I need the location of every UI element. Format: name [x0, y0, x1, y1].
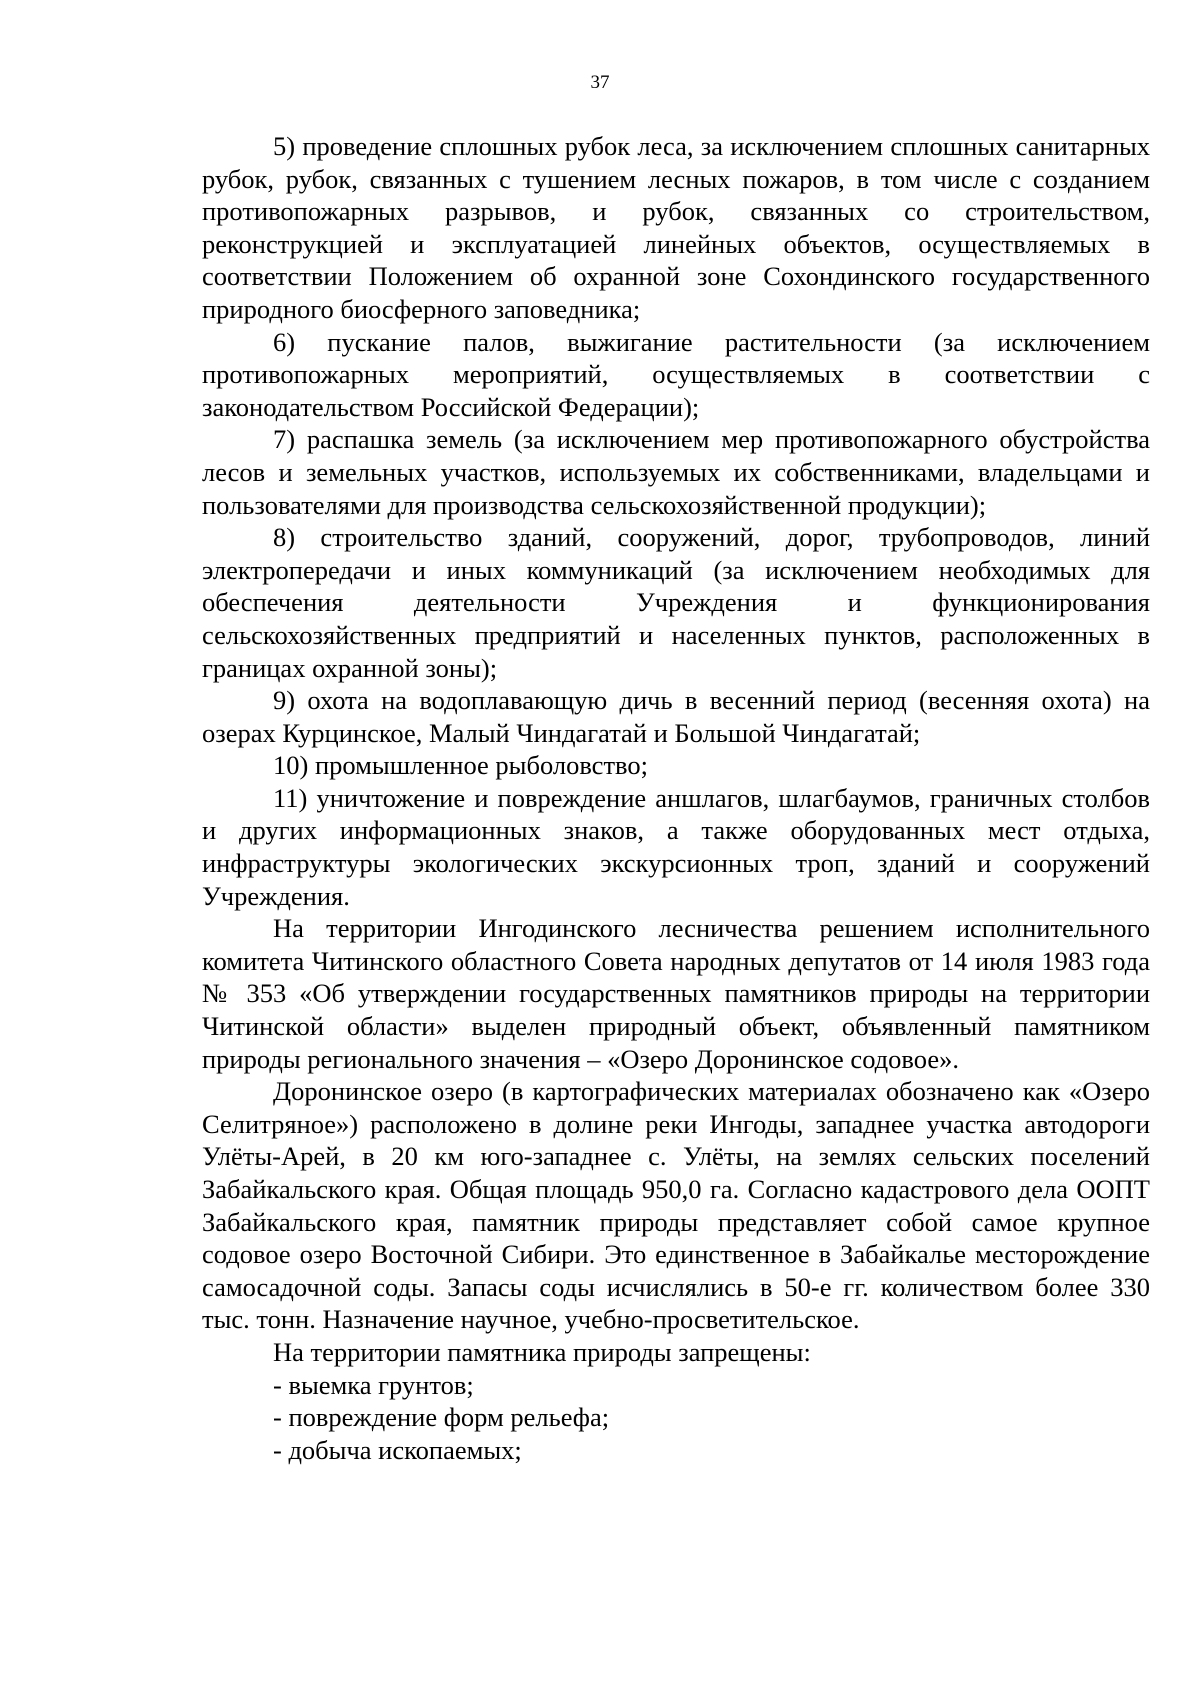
prohibited-list-item: - повреждение форм рельефа;	[273, 1402, 610, 1433]
paragraph-item-6: 6) пускание палов, выжигание растительности (за исключением противопожарных мероприятий, осуществляемых в соответствии с законодательством Российской Федерации);	[202, 326, 1150, 422]
paragraph-prohibitions-intro: На территории памятника природы запрещены:	[273, 1336, 811, 1367]
paragraph-item-11: 11) уничтожение и повреждение аншлагов, шлагбаумов, граничных столбов и других информационных знаков, а также оборудованных мест отдыха, инфраструктуры экологических экскурсионных троп, зданий и сооружений Учреждения.	[202, 782, 1150, 911]
paragraph-item-7: 7) распашка земель (за исключением мер противопожарного обустройства лесов и земельных участков, используемых их собственниками, владельцами и пользователями для производства сельскохозяйственной продукции);	[202, 424, 1150, 520]
paragraph-item-8: 8) строительство зданий, сооружений, дорог, трубопроводов, линий электропередачи и иных коммуникаций (за исключением необходимых для обеспечения деятельности Учреждения и функционирования сельскохозяйственных предприятий и населенных пунктов, расположенных в границах охранной зоны);	[202, 522, 1150, 683]
paragraph-natural-monument: На территории Ингодинского лесничества решением исполнительного комитета Читинского областного Совета народных депутатов от 14 июля 1983 года № 353 «Об утверждении государственных памятников природы на территории Читинской области» выделен природный объект, объявленный памятником природы регионального значения – «Озеро Доронинское содовое».	[202, 913, 1150, 1074]
paragraph-item-10: 10) промышленное рыболовство;	[273, 750, 648, 781]
document-body	[202, 130, 1150, 1466]
paragraph-item-5: 5) проведение сплошных рубок леса, за исключением сплошных санитарных рубок, рубок, связанных с тушением лесных пожаров, в том числе с созданием противопожарных разрывов, и рубок, связанных со строительством, реконструкцией и эксплуатацией линейных объектов, осуществляемых в соответствии Положением об охранной зоне Сохондинского государственного природного биосферного заповедника;	[202, 131, 1150, 324]
paragraph-doroninskoe-lake: Доронинское озеро (в картографических материалах обозначено как «Озеро Селитряное») расположено в долине реки Ингоды, западнее участка автодороги Улёты-Арей, в 20 км юго-западнее с. Улёты, на землях сельских поселений Забайкальского края. Общая площадь 950,0 га. Согласно кадастрового дела ООПТ Забайкальского края, памятник природы представляет собой самое крупное содовое озеро Восточной Сибири. Это единственное в Забайкалье месторождение самосадочной соды. Запасы соды исчислялись в 50-е гг. количеством более 330 тыс. тонн. Назначение научное, учебно-просветительское.	[202, 1076, 1150, 1335]
page-number: 37	[590, 72, 610, 93]
paragraph-item-9: 9) охота на водоплавающую дичь в весенний период (весенняя охота) на озерах Курцинское, Малый Чиндагатай и Большой Чиндагатай;	[202, 685, 1150, 748]
prohibited-list-item: - добыча ископаемых;	[273, 1434, 522, 1465]
prohibited-list-item: - выемка грунтов;	[273, 1369, 474, 1400]
